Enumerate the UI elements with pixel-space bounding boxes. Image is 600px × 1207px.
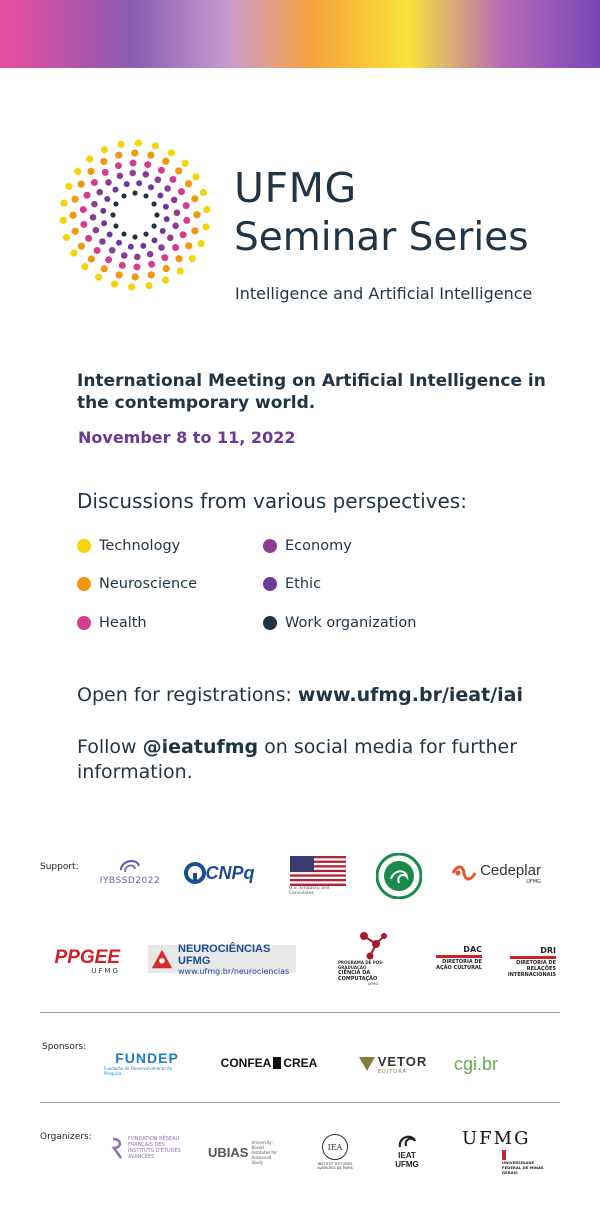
logo-dot xyxy=(160,228,166,234)
support-label: Support: xyxy=(40,862,79,872)
event-dates: November 8 to 11, 2022 xyxy=(78,428,296,447)
confea-crea-logo xyxy=(214,1052,324,1074)
logo-dot xyxy=(174,209,181,216)
topic-health xyxy=(77,615,147,631)
logo-dot xyxy=(143,193,148,198)
ciencia-computacao-logo xyxy=(338,930,408,986)
cgi-text: cgi.br xyxy=(453,1053,498,1074)
logo-dot xyxy=(189,255,196,262)
logo-dot xyxy=(147,151,154,158)
logo-dot xyxy=(85,235,92,242)
logo-dot xyxy=(121,193,126,198)
ppgee-sub: UFMG xyxy=(91,966,120,975)
cedeplar-text: Cedeplar xyxy=(480,861,541,879)
ufmg-red-mark xyxy=(502,1150,506,1160)
dac-logo xyxy=(432,938,482,978)
ufmg-sub: UNIVERSIDADE FEDERAL DE MINAS GERAIS xyxy=(502,1159,544,1175)
dri-bar xyxy=(510,956,556,959)
logo-dot xyxy=(101,220,107,226)
logo-dot xyxy=(135,139,142,146)
logo-dot xyxy=(105,256,112,263)
logo-dot xyxy=(191,195,198,202)
logo-dot xyxy=(157,193,163,199)
logo-dot xyxy=(172,223,179,230)
event-name: International Meeting on Artificial Intelligence in the contemporary world. xyxy=(77,371,546,413)
topic-label: Economy xyxy=(285,538,352,554)
neurociencias-title: NEUROCIÊNCIAS UFMG xyxy=(178,942,271,967)
logo-dot xyxy=(121,231,126,236)
cedeplar-sub: UFMG xyxy=(526,878,541,885)
logo-dot xyxy=(65,183,72,190)
rfiea-logo xyxy=(110,1132,192,1164)
topic-label: Ethic xyxy=(285,576,322,592)
us-embassy-logo xyxy=(289,856,347,896)
logo-dot xyxy=(200,189,207,196)
green-seal-logo xyxy=(375,852,423,900)
iea-paris-sub: INSTITUT D'ÉTUDES AVANCÉES DE PARIS xyxy=(317,1162,353,1170)
logo-dot xyxy=(154,212,159,217)
logo-dot xyxy=(116,271,123,278)
logo-dot xyxy=(131,149,138,156)
registration-link[interactable]: www.ufmg.br/ieat/iai xyxy=(297,684,523,706)
logo-dot xyxy=(163,265,170,272)
iea-paris-circle xyxy=(322,1134,348,1160)
logo-dot xyxy=(100,158,107,165)
topic-label: Health xyxy=(99,615,147,631)
logo-dot xyxy=(115,162,122,169)
logo-dot xyxy=(151,201,156,206)
cc-line2: CIÊNCIA DA COMPUTAÇÃO xyxy=(338,970,378,982)
dac-bar xyxy=(436,955,482,958)
topic-technology xyxy=(77,538,180,554)
logo-dot xyxy=(117,141,124,148)
logo-dot xyxy=(107,232,113,238)
sponsors-label: Sponsors: xyxy=(42,1042,87,1052)
logo-dot xyxy=(102,169,109,176)
follow-suffix: on social media for further information. xyxy=(77,736,518,783)
logo-dot xyxy=(132,273,139,280)
network-icon xyxy=(356,930,390,960)
logo-dot xyxy=(177,267,184,274)
neurociencias-mark-icon xyxy=(150,947,174,971)
logo-dot xyxy=(90,214,97,221)
logo-dot xyxy=(178,188,185,195)
fundep-sub: Fundação de Desenvolvimento da Pesquisa xyxy=(104,1066,172,1076)
logo-dot xyxy=(162,277,169,284)
logo-dot xyxy=(109,247,116,254)
logo-dot xyxy=(101,146,108,153)
topic-ethic xyxy=(263,576,321,592)
logo-dot xyxy=(60,217,67,224)
logo-dot xyxy=(100,208,106,214)
logo-dot xyxy=(129,170,136,177)
logo-dot xyxy=(140,243,146,249)
logo-dot xyxy=(91,179,98,186)
logo-dot xyxy=(155,176,162,183)
vetor-text: VETOR xyxy=(377,1053,428,1069)
logo-dot xyxy=(111,280,118,287)
topic-economy xyxy=(263,538,352,554)
cnpq-logo xyxy=(178,858,260,888)
logo-dot xyxy=(168,149,175,156)
seminar-logo-dots xyxy=(50,130,220,300)
logo-dot xyxy=(74,168,81,175)
ubias-logo xyxy=(208,1140,286,1164)
logo-dot xyxy=(185,180,192,187)
logo-dot xyxy=(172,244,179,251)
logo-dot xyxy=(183,202,190,209)
dri-sub: DIRETORIA DE RELAÇÕES INTERNACIONAIS xyxy=(507,960,556,978)
ieat-swirl-icon xyxy=(396,1133,418,1151)
logo-dot xyxy=(96,189,103,196)
logo-dot xyxy=(72,228,79,235)
logo-dot xyxy=(95,274,102,281)
logo-dot xyxy=(130,160,137,167)
topic-dot xyxy=(263,616,277,630)
logo-dot xyxy=(119,262,126,269)
logo-dot xyxy=(60,199,67,206)
dri-text: DRI xyxy=(540,946,556,955)
vetor-sub: EDITORA xyxy=(377,1068,407,1075)
title-seminar-series: Seminar Series xyxy=(234,215,529,260)
registration-line xyxy=(77,684,523,706)
logo-dot xyxy=(143,231,148,236)
logo-dot xyxy=(164,185,171,192)
iybssd-text: IYBSSD2022 xyxy=(99,876,161,886)
cedeplar-logo xyxy=(446,858,546,888)
logo-dot xyxy=(171,197,178,204)
logo-dot xyxy=(63,234,70,241)
iea-paris-text: IEA xyxy=(327,1142,343,1152)
fundep-text: FUNDEP xyxy=(115,1050,179,1066)
logo-dot xyxy=(148,184,154,190)
ppgee-logo xyxy=(40,944,120,978)
ieat-text: IEAT xyxy=(398,1151,416,1160)
logo-dot xyxy=(71,196,78,203)
cc-line3: UFMG xyxy=(367,982,379,986)
logo-dot xyxy=(105,179,112,186)
logo-dot xyxy=(83,192,90,199)
logo-dot xyxy=(113,187,119,193)
logo-dot xyxy=(193,211,200,218)
logo-dot xyxy=(164,216,170,222)
rfiea-mark-icon xyxy=(110,1136,124,1160)
dac-sub: DIRETORIA DE AÇÃO CULTURAL xyxy=(436,959,482,971)
logo-dot xyxy=(143,171,150,178)
iybssd-logo xyxy=(100,850,160,892)
neurociencias-logo xyxy=(148,942,296,976)
logo-dot xyxy=(202,223,209,230)
logo-dot xyxy=(115,152,122,159)
follow-prefix: Follow xyxy=(77,736,143,758)
logo-dot xyxy=(128,244,134,250)
logo-dot xyxy=(113,223,118,228)
topic-neuroscience xyxy=(77,576,197,592)
follow-line xyxy=(77,735,537,785)
topic-dot xyxy=(263,577,277,591)
logo-dot xyxy=(147,251,154,258)
logo-dot xyxy=(128,283,135,290)
logo-dot xyxy=(99,238,106,245)
ppgee-text: PPGEE xyxy=(54,946,120,968)
logo-dot xyxy=(203,206,210,213)
logo-dot xyxy=(116,240,122,246)
logo-dot xyxy=(144,161,151,168)
ubias-text: UBIAS xyxy=(208,1144,249,1160)
logo-dot xyxy=(163,204,169,210)
logo-dot xyxy=(132,234,137,239)
logo-dot xyxy=(134,254,141,261)
cgi-br-logo xyxy=(452,1050,500,1078)
logo-dot xyxy=(148,271,155,278)
logo-dot xyxy=(183,217,190,224)
logo-dot xyxy=(158,167,165,174)
logo-dot xyxy=(169,176,176,183)
logo-dot xyxy=(132,190,137,195)
topic-dot xyxy=(77,577,91,591)
topic-label: Work organization xyxy=(285,615,417,631)
confea-text: CONFEA xyxy=(220,1056,272,1070)
logo-dot xyxy=(161,254,168,261)
logo-dot xyxy=(86,155,93,162)
logo-dot xyxy=(136,180,142,186)
green-seal-icon xyxy=(376,853,422,899)
logo-dot xyxy=(78,243,85,250)
logo-dot xyxy=(69,212,76,219)
dri-logo xyxy=(504,938,556,986)
logo-dot xyxy=(110,212,115,217)
logo-dot xyxy=(93,227,100,234)
iea-paris-logo xyxy=(314,1128,356,1176)
subtitle: Intelligence and Artificial Intelligence xyxy=(235,284,533,303)
logo-dot xyxy=(94,247,101,254)
ubias-sub: University-Based Institutes for Advanced Study xyxy=(251,1139,277,1165)
logo-dot xyxy=(104,196,110,202)
us-embassy-text: U.S. Embassy and Consulates xyxy=(289,886,330,896)
logo-dot xyxy=(145,282,152,289)
topic-work-organization xyxy=(263,615,416,631)
cc-line1: PROGRAMA DE PÓS-GRADUAÇÃO xyxy=(338,960,384,970)
registration-prefix: Open for registrations: xyxy=(77,684,298,706)
logo-dot xyxy=(192,173,199,180)
logo-dot xyxy=(121,252,128,259)
discussions-heading: Discussions from various perspectives: xyxy=(77,489,467,513)
topic-dot xyxy=(263,539,277,553)
logo-dot xyxy=(158,244,165,251)
fundep-logo xyxy=(104,1050,190,1076)
ieat-logo xyxy=(390,1130,424,1172)
cedeplar-mark-icon xyxy=(451,863,477,883)
logo-dot xyxy=(80,206,87,213)
logo-dot xyxy=(151,223,156,228)
organizers-label: Organizers: xyxy=(40,1132,92,1142)
logo-dot xyxy=(167,235,174,242)
dac-text: DAC xyxy=(463,945,482,954)
us-flag-icon xyxy=(290,856,346,886)
logo-dot xyxy=(148,261,155,268)
logo-dot xyxy=(134,263,141,270)
logo-dot xyxy=(185,242,192,249)
logo-dot xyxy=(70,250,77,257)
ieat-sub: UFMG xyxy=(395,1160,419,1169)
topic-label: Neuroscience xyxy=(99,576,198,592)
iybssd-swirl-icon xyxy=(117,856,143,876)
logo-dot xyxy=(180,231,187,238)
title-ufmg: UFMG xyxy=(234,164,357,212)
divider xyxy=(40,1102,560,1103)
logo-dot xyxy=(117,173,124,180)
vetor-logo xyxy=(356,1050,430,1078)
confea-crea-mark xyxy=(273,1057,281,1069)
topic-dot xyxy=(77,539,91,553)
ufmg-logo xyxy=(462,1127,550,1175)
neurociencias-url: www.ufmg.br/neurociencias xyxy=(178,966,290,976)
divider xyxy=(40,1012,560,1013)
logo-dot xyxy=(88,255,95,262)
logo-dot xyxy=(191,227,198,234)
topic-dot xyxy=(77,616,91,630)
logo-dot xyxy=(91,201,98,208)
top-gradient-banner xyxy=(0,0,600,68)
logo-dot xyxy=(182,160,189,167)
logo-dot xyxy=(81,263,88,270)
logo-dot xyxy=(113,201,118,206)
logo-dot xyxy=(80,221,87,228)
social-handle-link[interactable]: @ieatufmg xyxy=(142,736,259,758)
logo-dot xyxy=(101,265,108,272)
cnpq-text: CNPq xyxy=(205,862,255,883)
cnpq-mark-icon xyxy=(184,861,206,885)
vetor-arrow-icon xyxy=(359,1057,375,1071)
logo-dot xyxy=(152,142,159,149)
topic-label: Technology xyxy=(99,538,181,554)
logo-dot xyxy=(175,255,182,262)
rfiea-text: FONDATION RÉSEAU FRANÇAIS DES INSTITUTS D'ÉTUDES AVANCÉES xyxy=(128,1136,181,1160)
logo-dot xyxy=(162,158,169,165)
crea-text: CREA xyxy=(283,1056,318,1070)
logo-dot xyxy=(78,181,85,188)
logo-dot xyxy=(175,167,182,174)
logo-dot xyxy=(124,181,130,187)
ufmg-text: UFMG xyxy=(462,1127,531,1149)
logo-dot xyxy=(197,240,204,247)
logo-dot xyxy=(152,237,158,243)
logo-dot xyxy=(87,168,94,175)
